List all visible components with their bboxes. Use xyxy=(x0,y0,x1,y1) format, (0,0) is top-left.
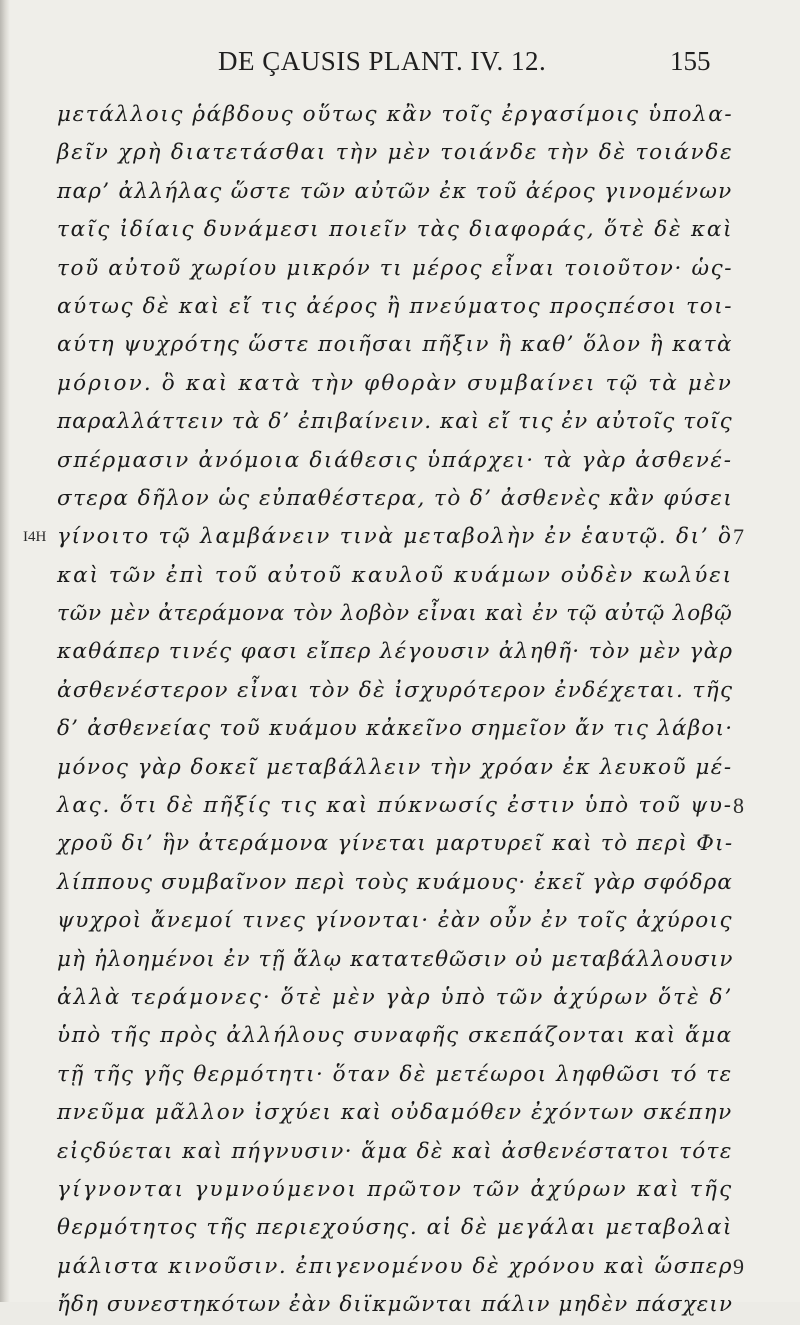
text-line xyxy=(57,787,744,825)
margin-reference-left: I4H xyxy=(23,529,47,546)
text-line xyxy=(57,250,737,288)
text-line xyxy=(57,173,737,211)
text-line xyxy=(57,1094,737,1132)
line-text: μάλιστα κινοῦσιν. ἐπιγενομένου δὲ χρόνου καὶ ὥσπερ xyxy=(57,1253,734,1279)
text-line xyxy=(57,1286,737,1324)
line-text: αύτη ψυχρότης ὥστε ποιῆσαι πῆξιν ἢ καθ’ ὅλον ἢ κατὰ xyxy=(57,332,734,358)
line-text: παρ’ ἀλλήλας ὥστε τῶν αὐτῶν ἐκ τοῦ ἀέρος γινομένων xyxy=(57,178,733,204)
line-text: λίππους συμβαῖνον περὶ τοὺς κυάμους· ἐκεῖ γὰρ σφόδρα xyxy=(57,869,734,895)
text-line xyxy=(23,518,744,556)
line-text: μετάλλοις ῥάβδους οὕτως κἂν τοῖς ἐργασίμοις ὑπολα- xyxy=(57,102,734,127)
text-line xyxy=(57,941,737,979)
text-line xyxy=(57,557,737,595)
page-header xyxy=(0,46,800,86)
line-text: τοῦ αὐτοῦ χωρίου μικρόν τι μέρος εἶναι τοιοῦτον· ὡς- xyxy=(57,255,734,281)
line-text: ταῖς ἰδίαις δυνάμεσι ποιεῖν τὰς διαφοράς, ὅτὲ δὲ καὶ xyxy=(57,217,734,243)
line-text: τῶν μὲν ἀτεράμονα τὸν λοβὸν εἶναι καὶ ἐν τῷ αὐτῷ λοβῷ xyxy=(57,601,733,627)
line-text: ἀλλὰ τεράμονες· ὅτὲ μὲν γὰρ ὑπὸ τῶν ἀχύρων ὅτὲ δ’ xyxy=(57,984,734,1010)
running-title: DE ÇAUSIS PLANT. IV. 12. xyxy=(218,46,547,76)
page-number: 155 xyxy=(670,46,711,76)
text-line xyxy=(57,672,737,710)
text-line xyxy=(57,1056,737,1094)
line-text: βεῖν χρὴ διατετάσθαι τὴν μὲν τοιάνδε τὴν δὲ τοιάνδε xyxy=(57,140,734,166)
line-text: χροῦ δι’ ἣν ἀτεράμονα γίνεται μαρτυρεῖ καὶ τὸ περὶ Φι- xyxy=(57,831,734,857)
text-line xyxy=(57,749,737,787)
line-text: θερμότητος τῆς περιεχούσης. αἱ δὲ μεγάλαι μεταβολαὶ xyxy=(57,1215,734,1241)
line-text: μόριον. ὃ καὶ κατὰ τὴν φθορὰν συμβαίνει τῷ τὰ μὲν xyxy=(57,370,733,396)
section-number-right: 7 xyxy=(733,524,744,550)
line-text: αύτως δὲ καὶ εἴ τις ἀέρος ἢ πνεύματος προςπέσοι τοι- xyxy=(57,293,734,319)
text-line xyxy=(57,1209,737,1247)
text-line xyxy=(57,326,737,364)
line-text: καὶ τῶν ἐπὶ τοῦ αὐτοῦ καυλοῦ κυάμων οὐδὲν κωλύει xyxy=(57,562,734,588)
line-text: ὑπὸ τῆς πρὸς ἀλλήλους συναφῆς σκεπάζονται καὶ ἅμα xyxy=(57,1023,733,1049)
line-text: γίνοιτο τῷ λαμβάνειν τινὰ μεταβολὴν ἐν ἑαυτῷ. δι’ ὃ xyxy=(57,524,733,550)
section-number-right: 9 xyxy=(733,1253,744,1279)
line-text: γίγνονται γυμνούμενοι πρῶτον τῶν ἀχύρων καὶ τῆς xyxy=(57,1176,734,1202)
line-text: ἀσθενέστερον εἶναι τὸν δὲ ἰσχυρότερον ἐνδέχεται. τῆς xyxy=(57,677,734,703)
line-text: μὴ ἠλοημένοι ἐν τῇ ἅλῳ κατατεθῶσιν οὐ μεταβάλλουσιν xyxy=(57,946,734,972)
line-text: πνεῦμα μᾶλλον ἰσχύει καὶ οὐδαμόθεν ἐχόντων σκέπην xyxy=(57,1100,733,1126)
line-text: καθάπερ τινές φασι εἴπερ λέγουσιν ἀληθῆ· τὸν μὲν γὰρ xyxy=(57,639,734,665)
line-text: ἤδη συνεστηκότων ἐὰν διϊκμῶνται πάλιν μηδὲν πάσχειν xyxy=(57,1292,734,1318)
line-text: μόνος γὰρ δοκεῖ μεταβάλλειν τὴν χρόαν ἐκ λευκοῦ μέ- xyxy=(57,754,733,780)
line-text: παραλλάττειν τὰ δ’ ἐπιβαίνειν. καὶ εἴ τις ἐν αὐτοῖς τοῖς xyxy=(57,409,733,435)
page-spine-shadow xyxy=(0,0,10,1302)
text-line xyxy=(57,403,737,441)
line-text: λας. ὅτι δὲ πῆξίς τις καὶ πύκνωσίς ἐστιν ὑπὸ τοῦ ψυ- xyxy=(57,793,733,819)
line-text: σπέρμασιν ἀνόμοια διάθεσις ὑπάρχει· τὰ γὰρ ἀσθενέ- xyxy=(57,447,733,473)
greek-text-block xyxy=(23,96,744,1325)
text-line xyxy=(57,902,737,940)
text-line xyxy=(57,595,737,633)
text-line xyxy=(57,1248,744,1286)
text-line xyxy=(57,633,737,671)
text-line xyxy=(57,442,737,480)
line-text: τῇ τῆς γῆς θερμότητι· ὅταν δὲ μετέωροι ληφθῶσι τό τε xyxy=(57,1061,733,1087)
text-line xyxy=(57,365,737,403)
line-text: στερα δῆλον ὡς εὐπαθέστερα, τὸ δ’ ἀσθενὲς κἂν φύσει xyxy=(57,485,734,511)
text-line xyxy=(57,288,737,326)
text-line xyxy=(57,211,737,249)
line-text: δ’ ἀσθενείας τοῦ κυάμου κἀκεῖνο σημεῖον ἄν τις λάβοι· xyxy=(57,716,734,742)
text-line xyxy=(57,1171,737,1209)
line-text: εἰςδύεται καὶ πήγνυσιν· ἅμα δὲ καὶ ἀσθενέστατοι τότε xyxy=(57,1138,733,1164)
text-line xyxy=(57,480,737,518)
text-line xyxy=(57,710,737,748)
text-line xyxy=(57,1017,737,1055)
text-line xyxy=(57,864,737,902)
section-number-right: 8 xyxy=(733,793,744,819)
text-line xyxy=(57,96,737,134)
text-line xyxy=(57,1133,737,1171)
text-line xyxy=(57,134,737,172)
text-line xyxy=(57,825,737,863)
text-line xyxy=(57,979,737,1017)
line-text: ψυχροὶ ἄνεμοί τινες γίνονται· ἐὰν οὖν ἐν τοῖς ἀχύροις xyxy=(57,908,733,934)
